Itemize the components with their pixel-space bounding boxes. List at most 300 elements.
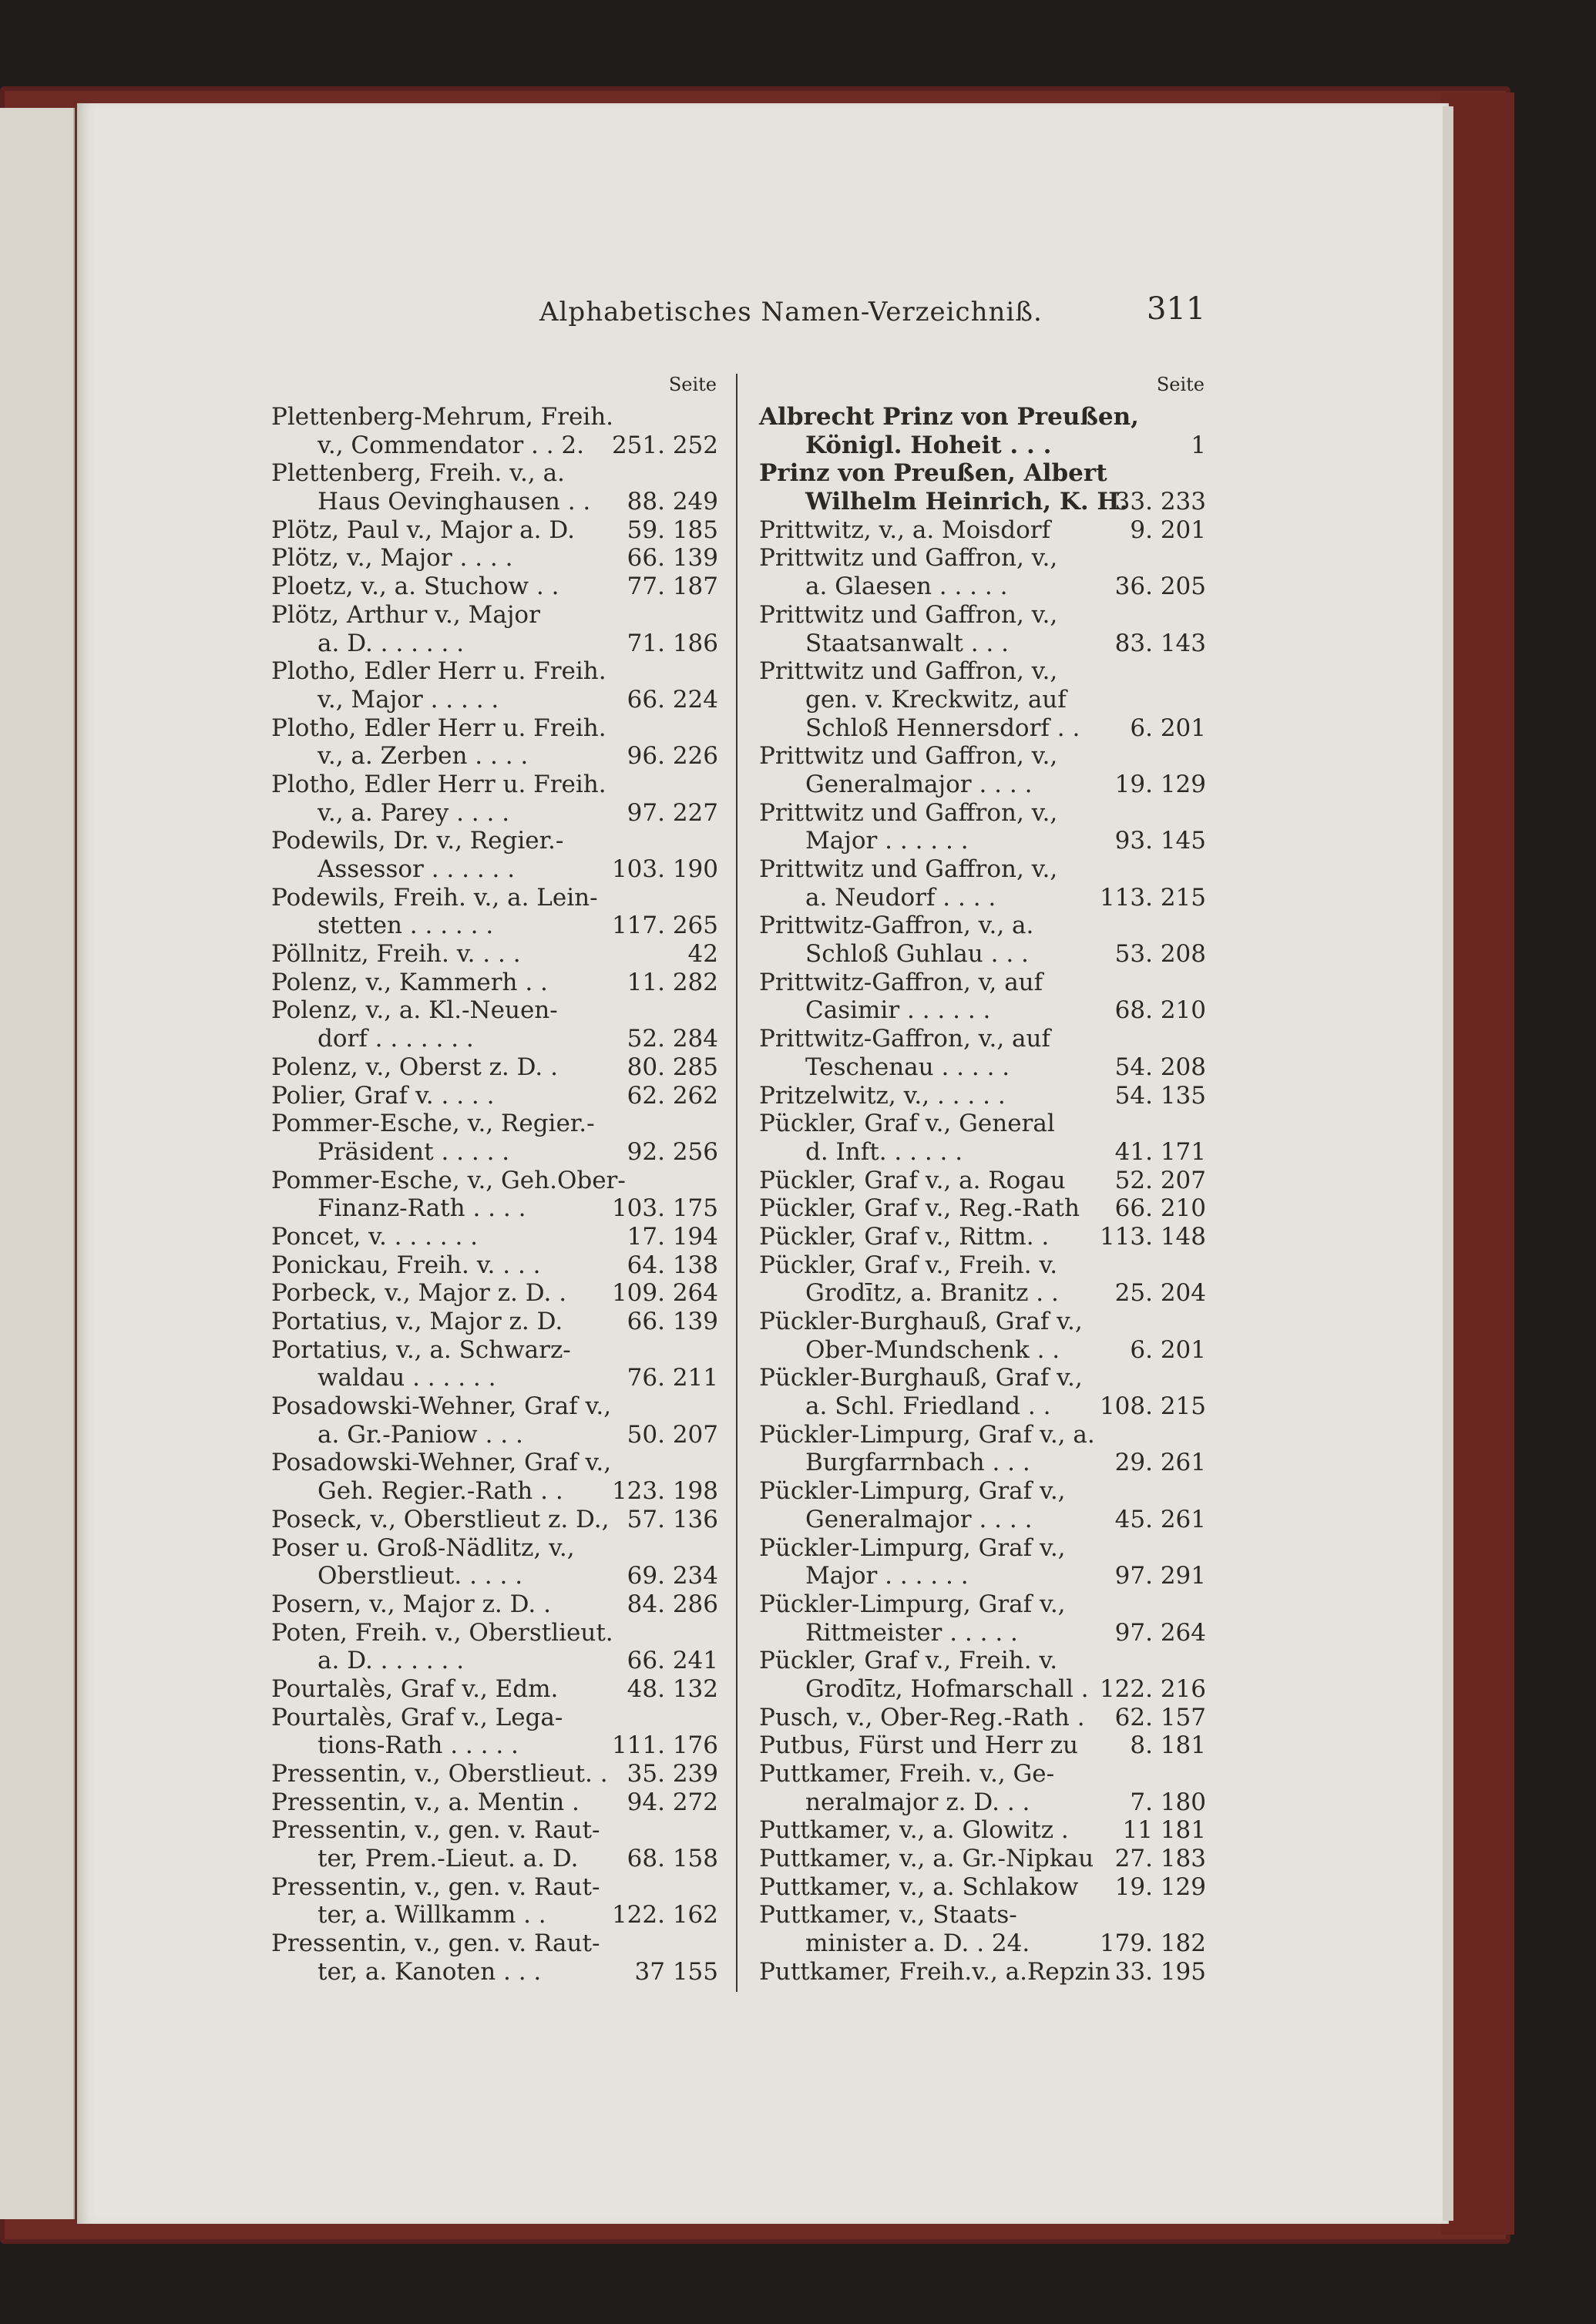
entry-page-refs: 25. 204 <box>1114 1279 1206 1308</box>
index-entry-line <box>271 1534 718 1563</box>
index-entry-line <box>759 1901 1206 1929</box>
entry-page-refs: 66. 210 <box>1114 1194 1206 1223</box>
entry-text: neralmajor z. D. . . <box>805 1788 1030 1816</box>
index-entry-line <box>759 1421 1206 1449</box>
index-entry-line <box>271 1477 718 1506</box>
entry-text: Pückler, Graf v., a. Rogau <box>759 1166 1066 1194</box>
entry-text: Assessor . . . . . . <box>318 855 516 883</box>
index-entry-line <box>271 516 718 545</box>
entry-page-refs: 52. 284 <box>627 1025 718 1053</box>
index-entry-line <box>759 912 1206 940</box>
entry-text: Pückler-Burghauß, Graf v., <box>759 1308 1083 1335</box>
entry-text: Prittwitz und Gaffron, v., <box>759 742 1058 771</box>
entry-text: ter, Prem.-Lieut. a. D. <box>318 1845 579 1873</box>
entry-page-refs: 97. 264 <box>1114 1618 1206 1647</box>
index-entry-line <box>759 1279 1206 1308</box>
index-entry-line <box>759 827 1206 855</box>
index-entry-line <box>759 1506 1206 1534</box>
entry-text: Grodītz, a. Branitz . . <box>805 1279 1059 1308</box>
entry-text: Plotho, Edler Herr u. Freih. <box>271 657 606 686</box>
entry-text: Pommer-Esche, v., Regier.- <box>271 1110 595 1138</box>
index-entry-line <box>271 1675 718 1704</box>
index-entry-line <box>271 1958 718 1986</box>
entry-text: v., Major . . . . . <box>318 685 499 714</box>
entry-text: Prittwitz, v., a. Moisdorf <box>759 516 1051 544</box>
entry-text: Oberstlieut. . . . . <box>318 1562 523 1590</box>
index-entry-line <box>271 1845 718 1873</box>
entry-text: Plötz, v., Major . . . . <box>271 544 513 573</box>
index-entry-line <box>759 940 1206 969</box>
index-entry-line <box>759 544 1206 573</box>
index-entry-line <box>759 488 1206 516</box>
entry-text: Major . . . . . . <box>805 1562 969 1590</box>
entry-text: Teschenau . . . . . <box>805 1053 1010 1081</box>
entry-text: Schloß Hennersdorf . . <box>805 714 1080 742</box>
entry-text: Poten, Freih. v., Oberstlieut. <box>271 1618 613 1647</box>
index-entry-line <box>759 432 1206 460</box>
entry-text: Haus Oevinghausen . . <box>318 488 591 516</box>
entry-text: waldau . . . . . . <box>318 1364 496 1392</box>
index-entry-line <box>759 1053 1206 1082</box>
index-entry-line <box>271 855 718 884</box>
index-entry-line <box>271 1364 718 1392</box>
index-entry-line <box>759 1336 1206 1365</box>
entry-page-refs: 122. 162 <box>611 1901 718 1929</box>
seite-label: Seite <box>668 374 717 395</box>
entry-text: Portatius, v., a. Schwarz- <box>271 1335 571 1364</box>
index-entry-line <box>271 771 718 799</box>
index-entry-line <box>271 488 718 516</box>
entry-page-refs: 33. 195 <box>1114 1957 1206 1986</box>
index-entry-line <box>271 1731 718 1760</box>
entry-text: Pückler, Graf v., General <box>759 1110 1055 1138</box>
entry-text: a. Gr.-Paniow . . . <box>318 1420 523 1449</box>
index-entry-line <box>271 1223 718 1251</box>
entry-page-refs: 92. 256 <box>627 1137 718 1166</box>
entry-page-refs: 57. 136 <box>627 1505 718 1533</box>
entry-page-refs: 41. 171 <box>1114 1137 1206 1166</box>
entry-text: Pöllnitz, Freih. v. . . . <box>271 940 521 969</box>
entry-page-refs: 45. 261 <box>1114 1505 1206 1533</box>
entry-text: minister a. D. . 24. <box>805 1929 1030 1958</box>
index-entry-line <box>271 1053 718 1082</box>
entry-page-refs: 33. 233 <box>1114 488 1206 516</box>
index-entry-line <box>271 799 718 828</box>
entry-text: Pückler, Graf v., Reg.-Rath <box>759 1194 1080 1223</box>
entry-text: Pressentin, v., gen. v. Raut- <box>271 1929 600 1958</box>
index-entry-line <box>271 996 718 1025</box>
entry-text: Burgfarrnbach . . . <box>805 1449 1030 1477</box>
entry-page-refs: 6. 201 <box>1130 1335 1206 1364</box>
column-divider <box>736 374 738 1992</box>
entry-text: Prittwitz-Gaffron, v., auf <box>759 1025 1050 1053</box>
index-entry-line <box>271 1929 718 1958</box>
entry-page-refs: 9. 201 <box>1130 516 1206 544</box>
entry-page-refs: 11 181 <box>1122 1816 1206 1845</box>
entry-text: v., Commendator . . 2. <box>318 431 584 459</box>
index-column-right <box>759 374 1206 1986</box>
entry-text: a. D. . . . . . . <box>318 629 465 657</box>
entry-page-refs: 103. 190 <box>611 855 718 883</box>
entry-page-refs: 77. 187 <box>627 573 718 601</box>
entry-text: Königl. Hoheit . . . <box>805 431 1052 459</box>
entry-page-refs: 27. 183 <box>1114 1845 1206 1873</box>
entry-text: a. Neudorf . . . . <box>805 883 996 912</box>
entry-text: Wilhelm Heinrich, K. H. <box>805 488 1128 516</box>
index-entry-line <box>759 1110 1206 1138</box>
entry-text: Prittwitz und Gaffron, v., <box>759 855 1058 883</box>
entry-text: v., a. Zerben . . . . <box>318 742 529 771</box>
index-entry-line <box>271 1194 718 1223</box>
entry-text: a. Glaesen . . . . . <box>805 573 1008 601</box>
entry-text: Puttkamer, v., a. Gr.-Nipkau <box>759 1845 1094 1873</box>
index-entry-line <box>759 771 1206 799</box>
entry-page-refs: 36. 205 <box>1114 573 1206 601</box>
index-entry-line <box>271 1279 718 1308</box>
entry-text: Poseck, v., Oberstlieut z. D., <box>271 1505 610 1533</box>
index-entry-line <box>271 1873 718 1902</box>
entry-page-refs: 52. 207 <box>1114 1166 1206 1194</box>
entry-text: Pückler-Limpurg, Graf v., <box>759 1590 1066 1618</box>
entry-text: tions-Rath . . . . . <box>318 1731 519 1760</box>
entry-text: Putbus, Fürst und Herr zu <box>759 1731 1079 1760</box>
index-entry-line <box>759 1392 1206 1421</box>
index-entry-line <box>271 1336 718 1365</box>
entry-page-refs: 37 155 <box>634 1957 718 1986</box>
entry-text: Casimir . . . . . . <box>805 996 991 1025</box>
entry-page-refs: 93. 145 <box>1114 827 1206 855</box>
entry-page-refs: 1 <box>1191 431 1206 459</box>
entry-page-refs: 111. 176 <box>611 1731 718 1760</box>
index-entry-line <box>759 855 1206 884</box>
index-entry-line <box>271 1760 718 1788</box>
index-entry-line <box>759 1704 1206 1732</box>
entry-text: Pressentin, v., gen. v. Raut- <box>271 1872 600 1901</box>
entry-page-refs: 96. 226 <box>627 742 718 771</box>
entry-text: Puttkamer, Freih.v., a.Repzin <box>759 1957 1110 1986</box>
index-entry-line <box>271 1901 718 1929</box>
page-stack-edge <box>1443 106 1453 2221</box>
entry-text: Pückler-Limpurg, Graf v., a. <box>759 1420 1095 1449</box>
index-entry-line <box>759 884 1206 912</box>
index-entry-line <box>759 969 1206 997</box>
entry-page-refs: 48. 132 <box>627 1674 718 1703</box>
entry-text: a. Schl. Friedland . . <box>805 1392 1051 1421</box>
entry-page-refs: 64. 138 <box>627 1251 718 1279</box>
entry-text: Portatius, v., Major z. D. <box>271 1308 563 1335</box>
entry-text: Pückler-Limpurg, Graf v., <box>759 1533 1066 1562</box>
index-entry-line <box>759 573 1206 601</box>
index-entry-line <box>271 969 718 997</box>
entry-page-refs: 83. 143 <box>1114 629 1206 657</box>
entry-page-refs: 54. 135 <box>1114 1081 1206 1110</box>
entry-text: Polenz, v., Oberst z. D. . <box>271 1053 558 1081</box>
entry-page-refs: 19. 129 <box>1114 1872 1206 1901</box>
entry-page-refs: 94. 272 <box>627 1788 718 1816</box>
index-entry-line <box>271 912 718 940</box>
index-entry-line <box>271 1562 718 1590</box>
entry-text: Polier, Graf v. . . . . <box>271 1081 495 1110</box>
index-entry-line <box>271 827 718 855</box>
index-column-left <box>271 374 718 1986</box>
index-entry-line <box>759 516 1206 545</box>
index-entry-line <box>759 657 1206 686</box>
entry-page-refs: 35. 239 <box>627 1760 718 1788</box>
entry-text: Plötz, Arthur v., Major <box>271 600 540 629</box>
entry-text: Prittwitz und Gaffron, v., <box>759 600 1058 629</box>
entry-page-refs: 42 <box>687 940 718 969</box>
entry-text: Plötz, Paul v., Major a. D. <box>271 516 575 544</box>
entry-page-refs: 113. 148 <box>1099 1222 1206 1251</box>
entry-page-refs: 84. 286 <box>627 1590 718 1618</box>
index-entry-line <box>759 459 1206 488</box>
entry-text: stetten . . . . . . <box>318 912 494 940</box>
entry-text: Posadowski-Wehner, Graf v., <box>271 1449 612 1477</box>
entry-text: a. D. . . . . . . <box>318 1647 465 1675</box>
entry-text: Podewils, Freih. v., a. Lein- <box>271 883 598 912</box>
index-entry-line <box>759 1873 1206 1902</box>
entry-text: Pritzelwitz, v., . . . . . <box>759 1081 1006 1110</box>
entry-page-refs: 68. 158 <box>627 1845 718 1873</box>
entry-text: Ponickau, Freih. v. . . . <box>271 1251 541 1279</box>
entry-page-refs: 68. 210 <box>1114 996 1206 1025</box>
seite-label: Seite <box>1156 374 1205 395</box>
index-entry-line <box>759 1449 1206 1477</box>
entry-page-refs: 179. 182 <box>1099 1929 1206 1958</box>
entry-page-refs: 103. 175 <box>611 1194 718 1223</box>
index-entry-line <box>271 544 718 573</box>
index-entry-line <box>759 1167 1206 1195</box>
entry-page-refs: 53. 208 <box>1114 940 1206 969</box>
entry-page-refs: 11. 282 <box>627 968 718 996</box>
entry-page-refs: 66. 139 <box>627 544 718 573</box>
entry-text: Prittwitz-Gaffron, v, auf <box>759 968 1043 996</box>
entry-text: Pressentin, v., gen. v. Raut- <box>271 1816 600 1845</box>
entry-page-refs: 8. 181 <box>1130 1731 1206 1760</box>
entry-page-refs: 113. 215 <box>1099 883 1206 912</box>
entry-text: Puttkamer, v., a. Schlakow <box>759 1872 1079 1901</box>
entry-text: Puttkamer, v., a. Glowitz . <box>759 1816 1069 1845</box>
entry-text: Pückler-Limpurg, Graf v., <box>759 1477 1066 1506</box>
entry-text: v., a. Parey . . . . <box>318 798 510 827</box>
entry-text: Major . . . . . . <box>805 827 969 855</box>
index-entry-line <box>271 459 718 488</box>
entry-page-refs: 109. 264 <box>611 1279 718 1308</box>
entry-page-refs: 19. 129 <box>1114 770 1206 798</box>
entry-text: Pourtalès, Graf v., Edm. <box>271 1674 559 1703</box>
entry-page-refs: 122. 216 <box>1099 1674 1206 1703</box>
index-entry-line <box>759 799 1206 828</box>
entry-page-refs: 6. 201 <box>1130 714 1206 742</box>
entry-page-refs: 123. 198 <box>611 1477 718 1506</box>
entry-text: Generalmajor . . . . <box>805 1505 1033 1533</box>
entry-text: d. Inft. . . . . . <box>805 1137 963 1166</box>
index-entry-line <box>271 1167 718 1195</box>
index-entry-line <box>759 1929 1206 1958</box>
index-entry-line <box>271 1421 718 1449</box>
index-entry-line <box>271 1025 718 1053</box>
index-entry-line <box>271 1647 718 1675</box>
entry-text: Finanz-Rath . . . . <box>318 1194 526 1223</box>
index-entry-line <box>759 1223 1206 1251</box>
entry-text: Geh. Regier.-Rath . . <box>318 1477 563 1506</box>
index-entry-line <box>759 1477 1206 1506</box>
entry-text: Prittwitz-Gaffron, v., a. <box>759 912 1034 940</box>
index-entry-line <box>271 1308 718 1336</box>
entry-text: Plotho, Edler Herr u. Freih. <box>271 770 606 798</box>
entry-text: Pressentin, v., a. Mentin . <box>271 1788 580 1816</box>
entry-text: Plotho, Edler Herr u. Freih. <box>271 714 606 742</box>
entry-page-refs: 69. 234 <box>627 1562 718 1590</box>
entry-page-refs: 59. 185 <box>627 516 718 544</box>
index-entry-line <box>759 1675 1206 1704</box>
index-entry-line <box>759 1364 1206 1392</box>
entry-text: Puttkamer, Freih. v., Ge- <box>759 1760 1055 1788</box>
entry-page-refs: 117. 265 <box>611 912 718 940</box>
index-entry-line <box>271 1619 718 1647</box>
entry-text: Prittwitz und Gaffron, v., <box>759 544 1058 573</box>
entry-page-refs: 66. 139 <box>627 1308 718 1335</box>
index-entry-line <box>271 1590 718 1619</box>
index-entry-line <box>759 1845 1206 1873</box>
index-entry-line <box>759 1788 1206 1817</box>
entry-text: Ploetz, v., a. Stuchow . . <box>271 573 559 601</box>
index-entry-line <box>271 630 718 658</box>
index-entry-line <box>271 432 718 460</box>
entry-text: Pusch, v., Ober-Reg.-Rath . <box>759 1703 1085 1731</box>
entry-text: Podewils, Dr. v., Regier.- <box>271 827 564 855</box>
entry-page-refs: 17. 194 <box>627 1222 718 1251</box>
index-entry-line <box>759 601 1206 630</box>
entry-text: Generalmajor . . . . <box>805 770 1033 798</box>
entry-page-refs: 62. 157 <box>1114 1703 1206 1731</box>
index-entry-line <box>271 1392 718 1421</box>
index-entry-line <box>759 1308 1206 1336</box>
index-entry-line <box>759 1082 1206 1110</box>
entry-text: dorf . . . . . . . <box>318 1025 474 1053</box>
entry-page-refs: 88. 249 <box>627 488 718 516</box>
entry-page-refs: 71. 186 <box>627 629 718 657</box>
index-entry-line <box>271 1788 718 1817</box>
entry-text: Pressentin, v., Oberstlieut. . <box>271 1760 608 1788</box>
index-entry-line <box>759 1760 1206 1788</box>
entry-text: Pückler, Graf v., Freih. v. <box>759 1647 1058 1675</box>
entry-page-refs: 7. 180 <box>1130 1788 1206 1816</box>
index-entry-line <box>759 1647 1206 1675</box>
entry-text: Porbeck, v., Major z. D. . <box>271 1279 567 1308</box>
index-entry-line <box>759 630 1206 658</box>
entry-text: Ober-Mundschenk . . <box>805 1335 1060 1364</box>
index-entry-line <box>271 714 718 743</box>
entry-page-refs: 66. 241 <box>627 1647 718 1675</box>
entry-text: Staatsanwalt . . . <box>805 629 1009 657</box>
index-entry-line <box>271 573 718 601</box>
index-entry-line <box>271 403 718 432</box>
index-entry-line <box>759 1958 1206 1986</box>
index-entry-line <box>271 1138 718 1167</box>
entry-text: Pommer-Esche, v., Geh.Ober- <box>271 1166 626 1194</box>
index-entry-line <box>271 1251 718 1280</box>
index-entry-line <box>271 1506 718 1534</box>
entry-text: Grodītz, Hofmarschall . <box>805 1674 1089 1703</box>
entry-text: Pückler-Burghauß, Graf v., <box>759 1364 1083 1392</box>
entry-page-refs: 62. 262 <box>627 1081 718 1110</box>
index-entry-line <box>759 1590 1206 1619</box>
entry-text: Poser u. Groß-Nädlitz, v., <box>271 1533 575 1562</box>
entry-text: Rittmeister . . . . . <box>805 1618 1018 1647</box>
entry-text: Plettenberg, Freih. v., a. <box>271 459 565 488</box>
index-entry-line <box>759 1534 1206 1563</box>
entry-text: Posadowski-Wehner, Graf v., <box>271 1392 612 1421</box>
index-entry-line <box>759 1562 1206 1590</box>
entry-text: Albrecht Prinz von Preußen, <box>759 403 1139 431</box>
entry-page-refs: 29. 261 <box>1114 1449 1206 1477</box>
index-entry-line <box>759 714 1206 743</box>
index-entry-line <box>271 884 718 912</box>
entry-text: Prinz von Preußen, Albert <box>759 459 1107 488</box>
index-entry-line <box>759 1025 1206 1053</box>
entry-text: Pourtalès, Graf v., Lega- <box>271 1703 563 1731</box>
entry-text: ter, a. Kanoten . . . <box>318 1957 542 1986</box>
index-entry-line <box>271 686 718 714</box>
entry-page-refs: 66. 224 <box>627 685 718 714</box>
index-entry-line <box>759 1194 1206 1223</box>
entry-page-refs: 80. 285 <box>627 1053 718 1081</box>
entry-text: Polenz, v., Kammerh . . <box>271 968 548 996</box>
index-entry-line <box>759 403 1206 432</box>
index-entry-line <box>271 601 718 630</box>
entry-text: Prittwitz und Gaffron, v., <box>759 657 1058 686</box>
entry-text: Präsident . . . . . <box>318 1137 510 1166</box>
entry-text: Polenz, v., a. Kl.-Neuen- <box>271 996 558 1025</box>
entry-page-refs: 97. 291 <box>1114 1562 1206 1590</box>
index-entry-line <box>271 657 718 686</box>
entry-text: Schloß Guhlau . . . <box>805 940 1029 969</box>
index-entry-line <box>759 1619 1206 1647</box>
entry-page-refs: 251. 252 <box>611 431 718 459</box>
index-entry-line <box>759 1731 1206 1760</box>
entry-page-refs: 76. 211 <box>627 1364 718 1392</box>
index-entry-line <box>271 1704 718 1732</box>
entry-text: Prittwitz und Gaffron, v., <box>759 798 1058 827</box>
index-entry-line <box>271 1082 718 1110</box>
index-entry-line <box>271 1816 718 1845</box>
entry-text: Poncet, v. . . . . . . <box>271 1222 479 1251</box>
page-number: 311 <box>1147 291 1206 327</box>
left-page-edge <box>0 108 75 2219</box>
entry-text: ter, a. Willkamm . . <box>318 1901 546 1929</box>
entry-page-refs: 97. 227 <box>627 798 718 827</box>
index-entry-line <box>271 1110 718 1138</box>
index-entry-line <box>759 1138 1206 1167</box>
index-entry-line <box>759 1251 1206 1280</box>
index-entry-line <box>271 742 718 771</box>
index-entry-line <box>759 742 1206 771</box>
entry-text: Posern, v., Major z. D. . <box>271 1590 551 1618</box>
entry-page-refs: 108. 215 <box>1099 1392 1206 1421</box>
entry-page-refs: 54. 208 <box>1114 1053 1206 1081</box>
running-head: Alphabetisches Namen-Verzeichniß. <box>539 297 1043 327</box>
index-entry-line <box>759 686 1206 714</box>
index-entry-line <box>271 1449 718 1477</box>
entry-text: Puttkamer, v., Staats- <box>759 1901 1017 1929</box>
entry-text: Pückler, Graf v., Rittm. . <box>759 1222 1050 1251</box>
index-entry-line <box>759 996 1206 1025</box>
entry-text: Plettenberg-Mehrum, Freih. <box>271 403 614 431</box>
entry-page-refs: 50. 207 <box>627 1420 718 1449</box>
entry-text: gen. v. Kreckwitz, auf <box>805 685 1067 714</box>
index-entry-line <box>759 1816 1206 1845</box>
